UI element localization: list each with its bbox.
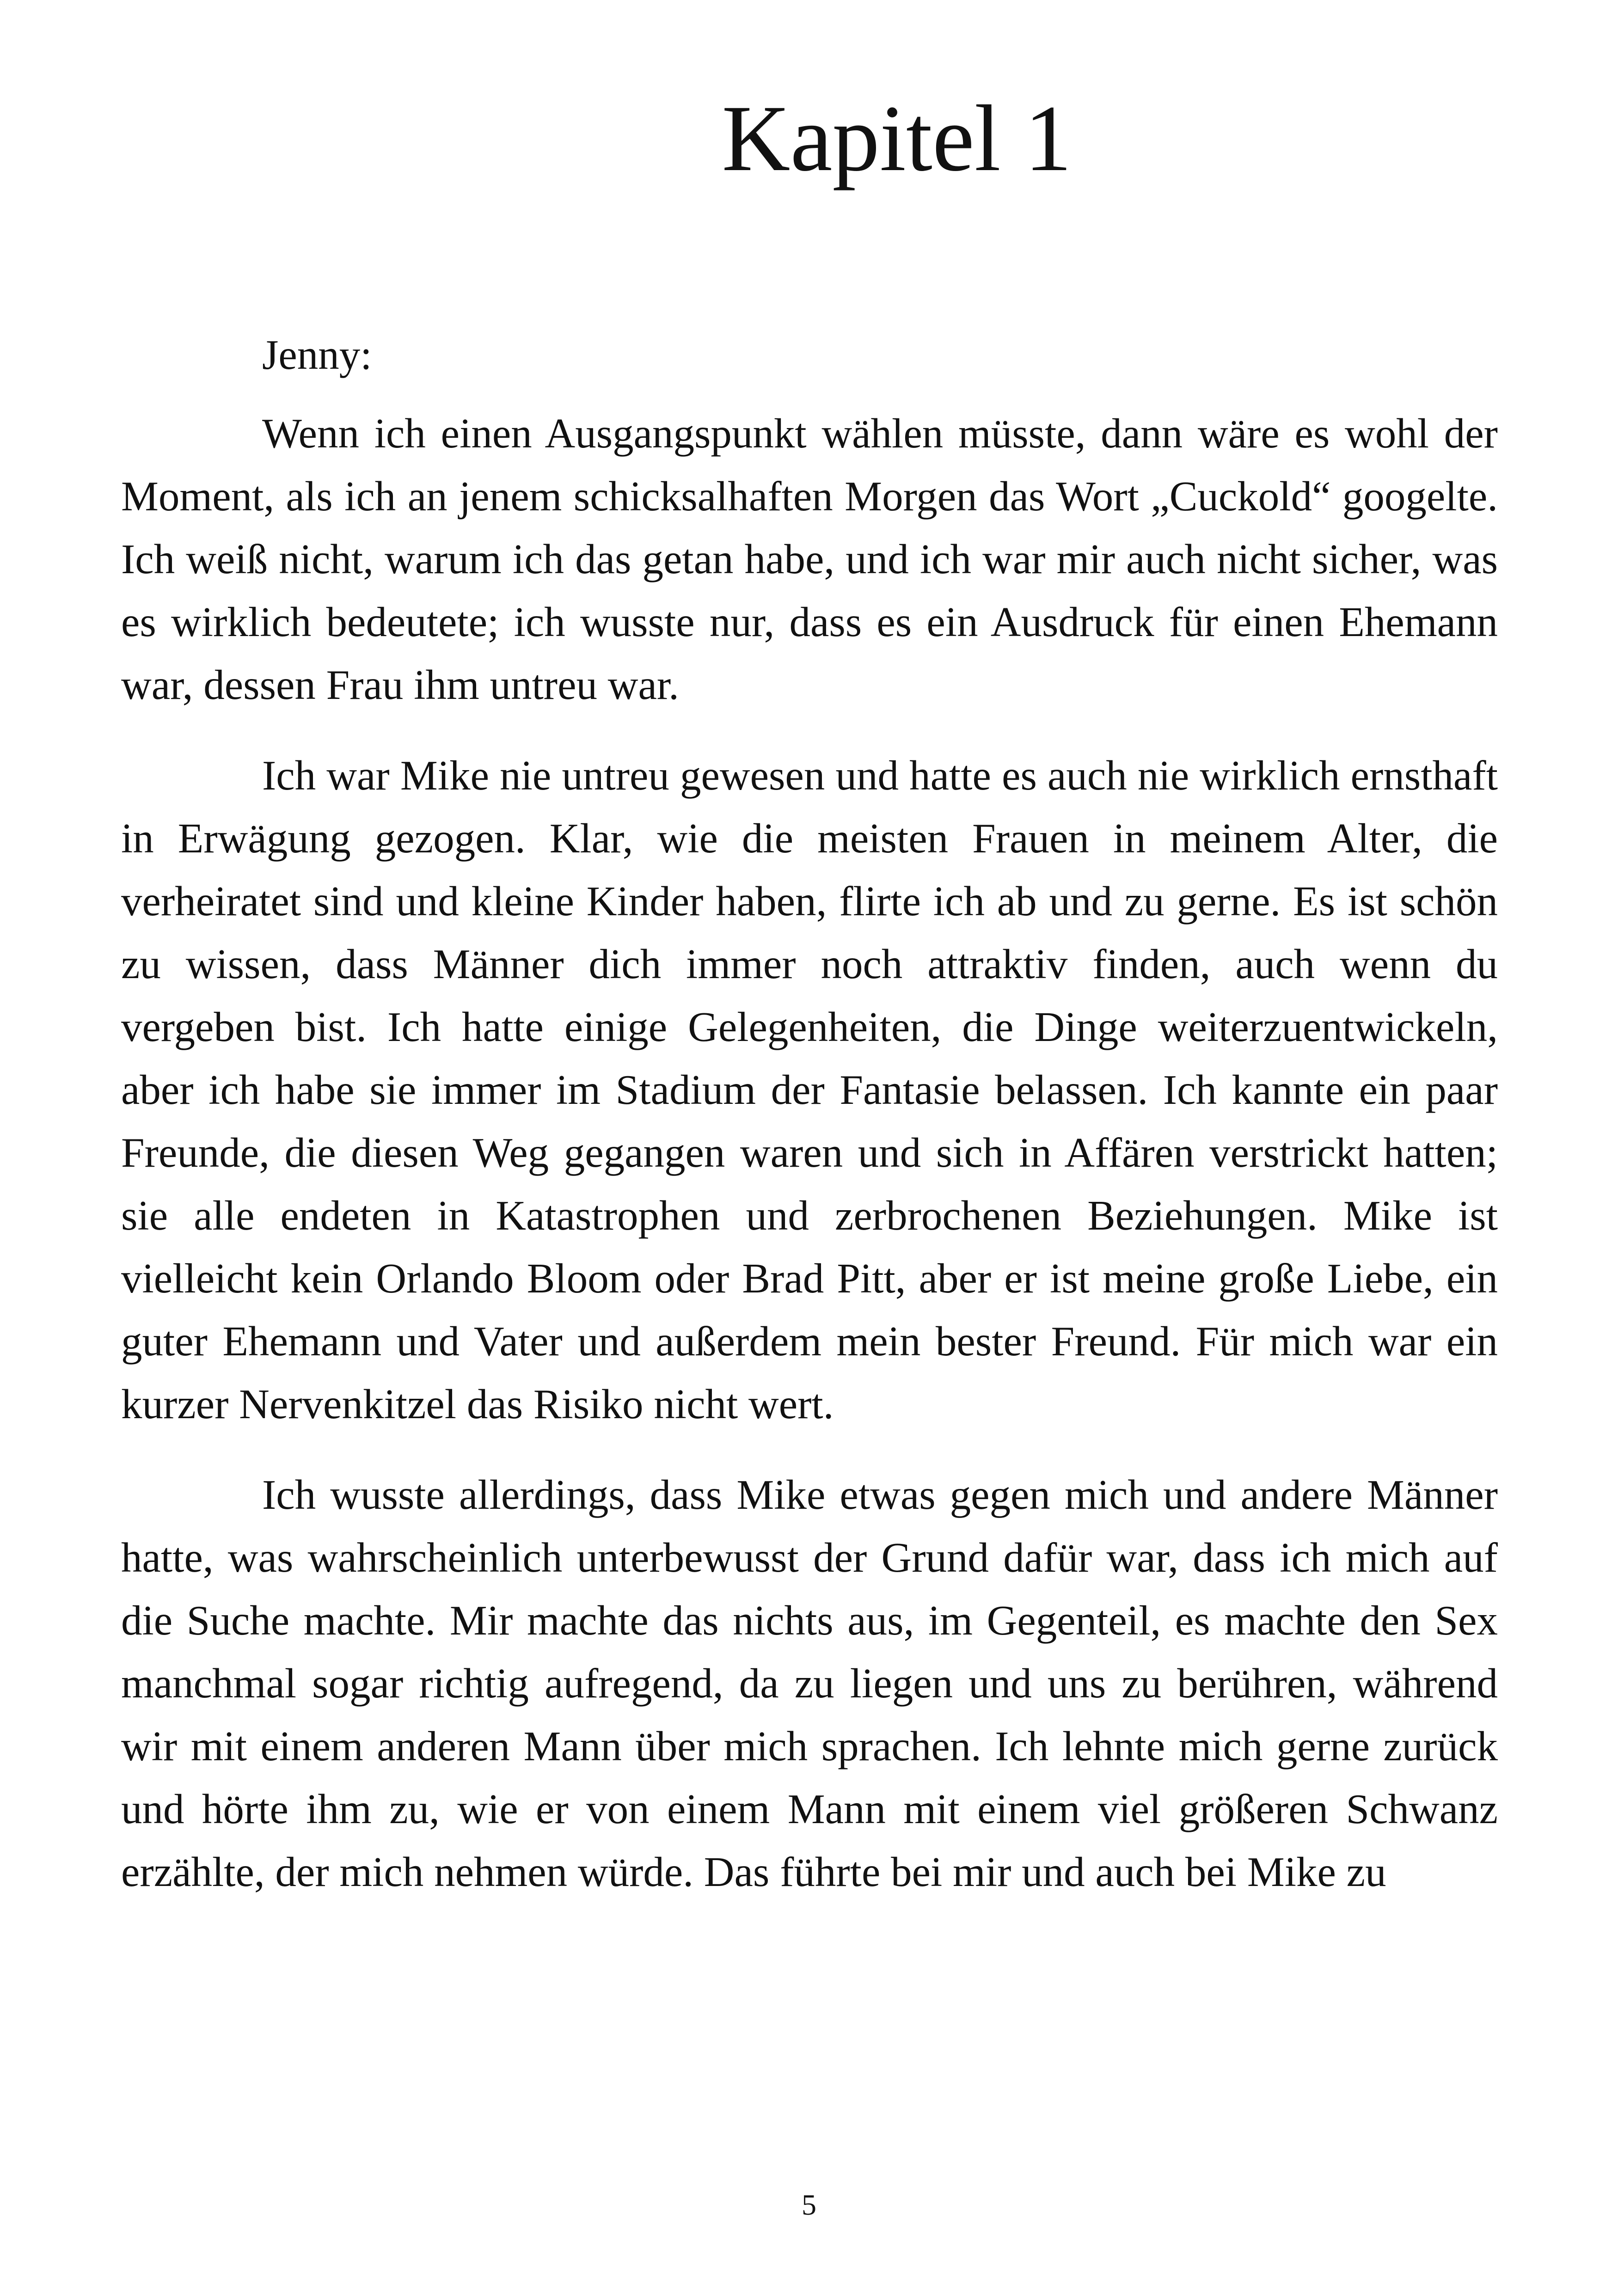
chapter-title: Kapitel 1 [722,86,1072,191]
paragraph-1: Wenn ich einen Ausgangspunkt wählen müsste, dann wäre es wohl der Moment, als ich an jenem schicksalhaften Morgen das Wort „Cuckold“ googelte. Ich weiß nicht, warum ich das getan habe, und ich war mir auch nicht sicher, was es wirklich bedeutete; ich wusste nur, dass es ein Ausdruck für einen Ehemann war, dessen Frau ihm untreu war. [121,410,1498,708]
speaker-label: Jenny: [262,331,372,378]
paragraph-3: Ich wusste allerdings, dass Mike etwas gegen mich und andere Männer hatte, was wahrscheinlich unterbewusst der Grund dafür war, dass ich mich auf die Suche machte. Mir machte das nichts aus, im Gegenteil, es machte den Sex manchmal sogar richtig aufregend, da zu liegen und uns zu berühren, während wir mit einem anderen Mann über mich sprachen. Ich lehnte mich gerne zurück und hörte ihm zu, wie er von einem Mann mit einem viel größeren Schwanz erzählte, der mich nehmen würde. Das führte bei mir und auch bei Mike zu [121,1471,1498,1895]
paragraph-2: Ich war Mike nie untreu gewesen und hatte es auch nie wirklich ernsthaft in Erwägung gezogen. Klar, wie die meisten Frauen in meinem Alter, die verheiratet sind und kleine Kinder haben, flirte ich ab und zu gerne. Es ist schön zu wissen, dass Männer dich immer noch attraktiv finden, auch wenn du vergeben bist. Ich hatte einige Gelegenheiten, die Dinge weiterzuentwickeln, aber ich habe sie immer im Stadium der Fantasie belassen. Ich kannte ein paar Freunde, die diesen Weg gegangen waren und sich in Affären verstrickt hatten; sie alle endeten in Katastrophen und zerbrochenen Beziehungen. Mike ist vielleicht kein Orlando Bloom oder Brad Pitt, aber er ist meine große Liebe, ein guter Ehemann und Vater und außerdem mein bester Freund. Für mich war ein kurzer Nervenkitzel das Risiko nicht wert. [121,752,1498,1427]
body-text [121,324,1498,1931]
page-number: 5 [802,2188,816,2221]
